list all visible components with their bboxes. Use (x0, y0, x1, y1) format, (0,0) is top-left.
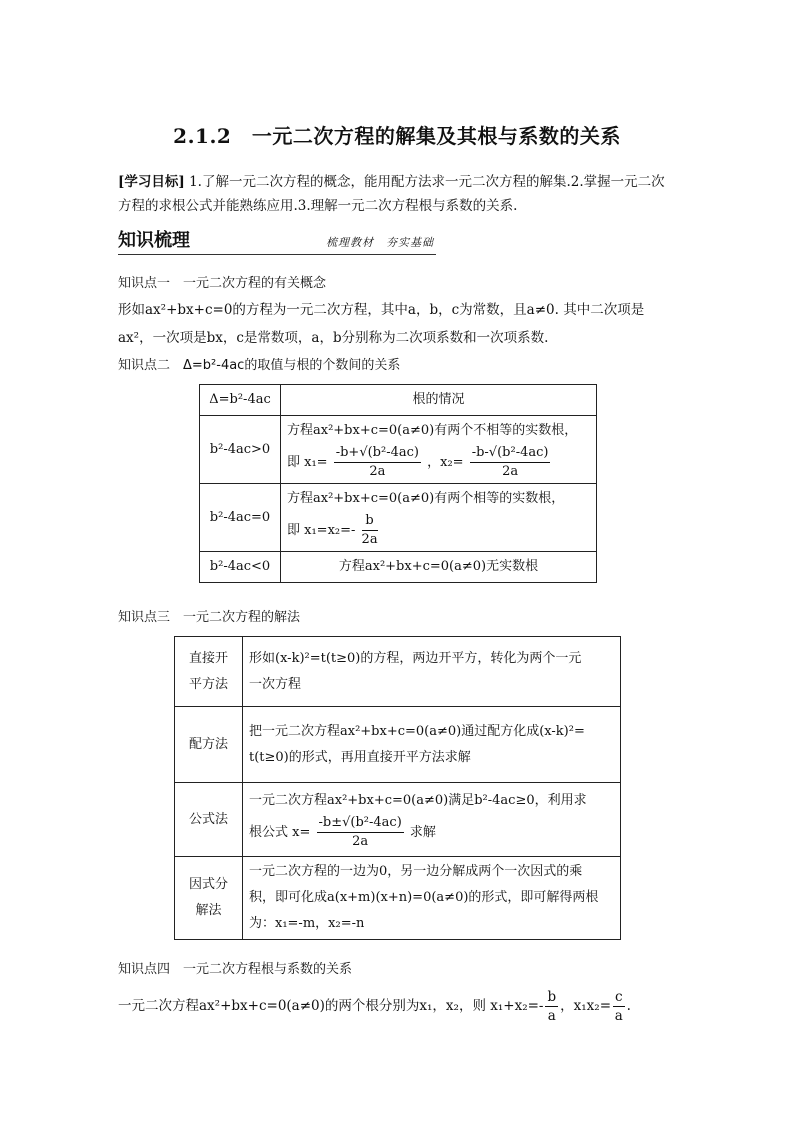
fraction-numerator: b (362, 512, 378, 531)
description-line-1: 把一元二次方程ax²+bx+c=0(a≠0)通过配方化成(x-k)²= (249, 723, 585, 739)
section-title: 知识梳理 (118, 230, 190, 251)
vieta-prefix: 一元二次方程ax²+bx+c=0(a≠0)的两个根分别为x₁，x₂，则 x₁+x₂=- (118, 998, 544, 1014)
fraction-denominator: a (614, 1008, 623, 1024)
objectives-line-2: 方程的求根公式并能熟练应用.3.理解一元二次方程根与系数的关系. (118, 198, 518, 214)
method-line-1: 直接开 (188, 650, 228, 666)
kp1-heading: 知识点一 一元二次方程的有关概念 (118, 276, 327, 291)
description-prefix: 根公式 x= (249, 825, 311, 840)
fraction-numerator: -b-√(b²-4ac) (470, 444, 551, 463)
fraction-numerator: c (615, 989, 623, 1005)
description-line-1: 一元二次方程ax²+bx+c=0(a≠0)满足b²-4ac≥0，利用求 (249, 793, 587, 808)
table-row (200, 484, 597, 552)
vieta-formula (118, 988, 678, 1025)
description-line-1: 形如(x-k)²=t(t≥0)的方程，两边开平方，转化为两个一元 (249, 650, 582, 666)
objectives-tag: [学习目标] (118, 174, 185, 190)
result-prefix: 即 x₁= (287, 455, 328, 470)
method-line-2: 解法 (195, 903, 222, 918)
description-line-2: 一次方程 (249, 676, 302, 692)
objectives-line-1: 1.了解一元二次方程的概念，能用配方法求一元二次方程的解集.2.掌握一元二次 (189, 174, 665, 190)
condition-cell: b²-4ac>0 (200, 416, 281, 484)
result-prefix: 即 x₁=x₂=- (287, 523, 356, 538)
result-cell (281, 416, 597, 484)
condition-cell: b²-4ac=0 (200, 484, 281, 552)
table-row (175, 857, 621, 940)
result-line-1: 方程ax²+bx+c=0(a≠0)有两个相等的实数根， (287, 491, 565, 506)
solution-methods-table (174, 636, 621, 940)
description-cell (243, 783, 621, 857)
method-line-1: 因式分 (188, 877, 228, 892)
condition-cell: b²-4ac<0 (200, 552, 281, 583)
kp3-heading: 知识点三 一元二次方程的解法 (118, 610, 301, 625)
fraction-denominator: 2a (361, 532, 378, 547)
product-fraction (613, 988, 625, 1025)
learning-objectives (118, 170, 678, 218)
section-subtitle: 梳理教材 夯实基础 (326, 236, 434, 249)
method-cell: 配方法 (175, 707, 243, 783)
kp1-line-1: 形如ax²+bx+c=0的方程为一元二次方程，其中a，b，c为常数，且a≠0. 其中二次项是 (118, 302, 645, 318)
fraction-denominator: 2a (369, 464, 386, 479)
quadratic-formula-fraction (317, 814, 404, 851)
table-row (175, 637, 621, 707)
method-line-2: 平方法 (188, 676, 228, 692)
method-cell: 公式法 (175, 783, 243, 857)
header-cell: Δ=b²-4ac (200, 385, 281, 416)
kp1-line-2: ax²，一次项是bx，c是常数项，a，b分别称为二次项系数和一次项系数. (118, 330, 549, 346)
method-cell (175, 857, 243, 940)
header-cell: 根的情况 (281, 385, 597, 416)
kp4-heading: 知识点四 一元二次方程根与系数的关系 (118, 962, 353, 977)
result-separator: ，x₂= (427, 455, 464, 470)
result-cell (281, 484, 597, 552)
table-header-row (200, 385, 597, 416)
fraction-numerator: -b+√(b²-4ac) (334, 444, 421, 463)
description-cell (243, 707, 621, 783)
description-cell (243, 637, 621, 707)
description-line-3: 为：x₁=-m，x₂=-n (249, 916, 365, 931)
table-row (200, 552, 597, 583)
vieta-end: . (626, 998, 631, 1014)
fraction-denominator: 2a (502, 464, 519, 479)
description-line-2: t(t≥0)的形式，再用直接开平方法求解 (249, 749, 471, 765)
table-row (175, 783, 621, 857)
method-cell (175, 637, 243, 707)
discriminant-table (199, 384, 597, 583)
description-suffix: 求解 (409, 825, 436, 840)
fraction-denominator: 2a (352, 834, 369, 849)
result-cell: 方程ax²+bx+c=0(a≠0)无实数根 (281, 552, 597, 583)
description-line-1: 一元二次方程的一边为0，另一边分解成两个一次因式的乘 (249, 864, 583, 879)
sum-fraction (545, 988, 558, 1025)
kp2-heading: 知识点二 Δ=b²-4ac的取值与根的个数间的关系 (118, 358, 401, 373)
vieta-separator: ，x₁x₂= (560, 998, 612, 1014)
table-row (200, 416, 597, 484)
fraction-denominator: a (547, 1008, 556, 1024)
double-root-fraction (362, 512, 378, 549)
fraction-numerator: b (547, 989, 557, 1005)
page-title: 2.1.2 一元二次方程的解集及其根与系数的关系 (173, 124, 621, 148)
result-line-1: 方程ax²+bx+c=0(a≠0)有两个不相等的实数根， (287, 423, 578, 438)
table-row (175, 707, 621, 783)
description-line-2: 积，即可化成a(x+m)(x+n)=0(a≠0)的形式，即可解得两根 (249, 890, 599, 905)
x2-fraction (470, 444, 551, 481)
fraction-numerator: -b±√(b²-4ac) (317, 814, 404, 833)
description-cell (243, 857, 621, 940)
x1-fraction (334, 444, 421, 481)
section-header (118, 226, 436, 255)
